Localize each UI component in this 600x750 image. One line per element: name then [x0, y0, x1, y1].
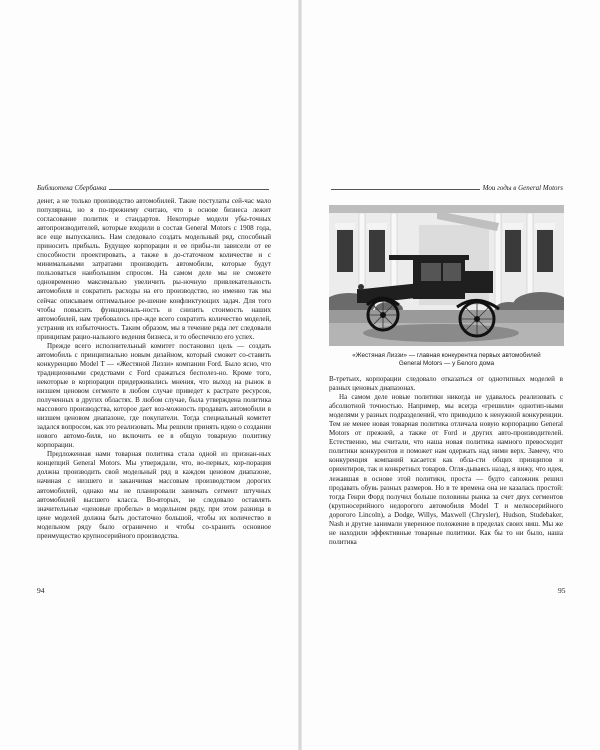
- right-page: [300, 0, 600, 750]
- right-running-head: [328, 184, 563, 192]
- right-text-block: [329, 375, 563, 547]
- photo-caption-line-2: General Motors — у Белого дома: [398, 360, 495, 367]
- left-page-number: 94: [37, 586, 45, 595]
- left-paragraph-3: Предложенная нами товарная политика стала одной из признан-ных концепций General Motors. Мы утверждали, что, во-первых, кор-порация должна производить свой модельный ряд в каждом ценовом диапазоне, начиная с низшего и заканчивая массовым производством дорогих автомобилей, однако мы не планировали занимать сегмент штучных автомобилей высшего класса. Во-вторых, не следовало оставлять значительные «ценовые пробелы» в модельном ряду, при этом разница в цене моделей должна быть достаточно большой, чтобы их количество в модельном ряду было ограничено и чтобы со-хранить основное преимущество крупносерийного производства.: [37, 450, 271, 540]
- right-running-head-rule: [331, 189, 480, 190]
- right-paragraph-1: В-третьих, корпорации следовало отказаться от однотипных моделей в разных ценовых диапазонах.: [329, 375, 563, 393]
- right-paragraph-2: На самом деле новые политики никогда не удавалось реализовать с абсолютной точностью. Например, мы всегда «грешили» однотип-ными моделями у разных подразделений, что приводило к ненужной конкуренции. Тем не менее новая товарная политика отличала новую корпорацию General Motors от прежней, а также от Ford и других авто-производителей. Естественно, мы считали, что наша новая политика намного превосходит политики конкурентов и поможет нам одержать над ними верх. Замечу, что конкуренция компаний касается как обла-сти общих принципов и ориентиров, так и конкретных товаров. Огля-дываясь назад, я вижу, что идея, лежавшая в основе этой политики, проста — будто сапожник решил продавать обувь разных размеров. Но в те времена она не казалась простой: тогда Генри Форд получил больше половины рынка за счет двух сегментов (крупносерийного недорогого автомобиля Model T и мелкосерийного дорогого Lincoln), а Dodge, Willys, Maxwell (Chrysler), Hudson, Studebaker, Nash и другие занимали уверенное положение в пределах своих ниш. Мы же не находили эффективные товарные политики. Как бы то ни было, наша политика: [329, 393, 563, 546]
- right-running-head-text: Мои годы в General Motors: [482, 184, 563, 192]
- left-running-head-text: Библиотека Сбербанка: [37, 184, 107, 192]
- photo-caption-line-1: «Жестяная Лиззи» — главная конкурентка первых автомобилей: [352, 352, 541, 359]
- left-running-head-rule: [109, 189, 269, 190]
- right-page-number: 95: [558, 586, 566, 595]
- model-t-photo-illustration: [329, 205, 564, 346]
- photo-caption: [329, 352, 564, 368]
- left-running-head: [37, 184, 272, 192]
- left-paragraph-1: денег, а не только производство автомобилей. Такие постулаты сей-час мало популярны, но я по-прежнему считаю, что в основе бизнеса лежит согласование политик и стандартов. Некоторые модели убы-точных автопроизводителей, которые входили в состав General Motors с 1908 года, все еще выпускались. Нам следовало создать модельный ряд, способный приносить прибыль. Будущее корпорации и ее прибы-ли зависели от ее способности проектировать, а также в до-статочном количестве и с минимальными затратами производить автомобили, которые будут пользоваться наибольшим спросом. На самом деле мы не сможете одновременно максимально увеличить ры-ночную привлекательность автомобиля и сократить расходы на его производство, но именно так мы сейчас описываем оптимальное ре-шение конфликтующих задач. Для того чтобы повысить функциональ-ность и снизить стоимость наших автомобилей, нам требовалось пре-жде всего сократить количество моделей, устранив их избыточность. Таким образом, мы в течение ряда лет следовали принципам рацио-нального ведения бизнеса, и то обеспечило его успех.: [37, 197, 271, 341]
- left-text-block: [37, 197, 271, 541]
- book-gutter: [298, 0, 302, 750]
- model-t-photo: [329, 205, 564, 346]
- left-paragraph-2: Прежде всего исполнительный комитет постановил цель — создать автомобиль с принципиально новым дизайном, который сможет со-ставить конкуренцию Model T — «Жестяной Лиззи» компании Ford. Было ясно, что традиционными средствами с Ford сражаться бесполез-но. Кроме того, некоторые в корпорации придерживались мнения, что выход на рынок в низшем ценовом сегменте в любом случае приведет к растрате ресурсов, полученных в других областях. В любом случае, была утверждена политика массового производства, которое дает воз-можность продавать автомобили в низшем ценовом диапазоне, где покупатели. Тогда специальный комитет задался вопросом, как это реализовать. Мы решили принять идею о создании нового автомо-биля, но включить ее в общую товарную политику корпорации.: [37, 341, 271, 450]
